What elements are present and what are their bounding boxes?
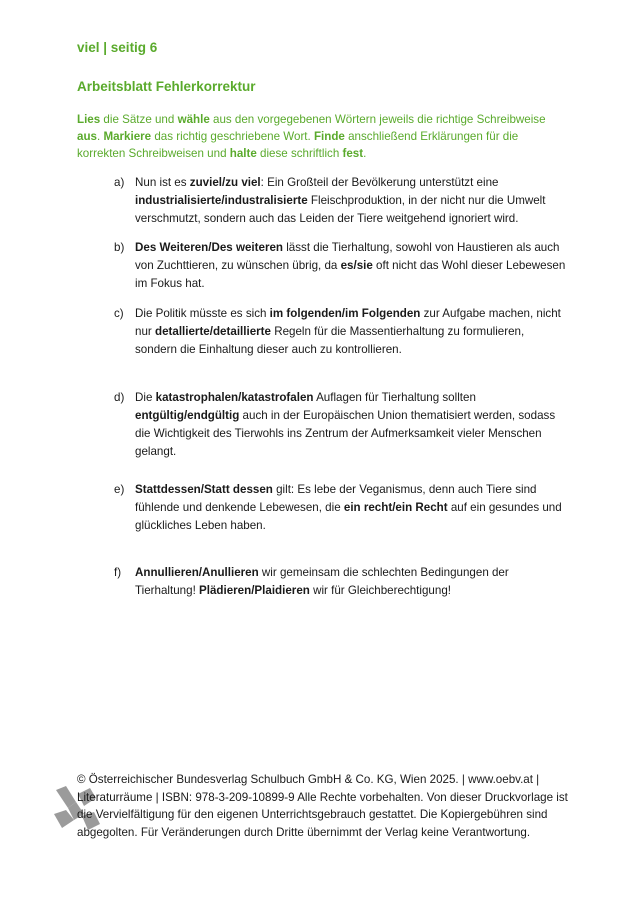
exercise-text — [135, 564, 567, 600]
exercise-letter: f) — [114, 566, 122, 579]
exercise-a — [115, 174, 567, 228]
text-segment: auf ein gesundes und glückliches Leben haben. — [135, 501, 562, 532]
word-choice: zuviel/zu viel — [189, 176, 261, 189]
text-segment: lässt die Tierhaltung, sowohl von Haustieren als auch von Zuchttieren, zu wünschen übrig, da — [135, 241, 560, 272]
word-choice: industrialisierte/industralisierte — [135, 194, 308, 207]
exercise-letter: d) — [114, 391, 125, 404]
word-choice: Stattdessen/Statt dessen — [135, 483, 273, 496]
text-segment: wir gemeinsam die schlechten Bedingungen der Tierhaltung! — [135, 566, 509, 597]
word-choice: wähle — [177, 113, 210, 126]
word-choice: Lies — [77, 113, 101, 126]
exercise-letter: a) — [114, 176, 125, 189]
word-choice: im folgenden/im Folgenden — [269, 307, 421, 320]
copyright-footer: © Österreichischer Bundesverlag Schulbuch GmbH & Co. KG, Wien 2025. | www.oebv.at | Literaturräume | ISBN: 978-3-209-10899-9 Alle Rechte vorbehalten. Von dieser Druckvorlage ist die Vervielfältigung für den eigenen Unterrichtsgebrauch gestattet. Die Kopiergebühren sind abgegolten. Für Veränderungen durch Dritte übernimmt der Verlag keine Verantwortung. — [77, 773, 568, 839]
word-choice: ein recht/ein Recht — [343, 501, 448, 514]
text-segment: Nun ist es — [135, 176, 190, 189]
exercise-letter: b) — [114, 241, 125, 254]
text-segment: gilt: Es lebe der Veganismus, denn auch Tiere sind fühlende und denkende Lebewesen, die — [135, 483, 537, 514]
exercise-letter: e) — [114, 483, 125, 496]
word-choice: Des Weiteren/Des weiteren — [135, 241, 283, 254]
exercise-e — [115, 481, 567, 535]
text-segment: diese schriftlich — [256, 147, 343, 160]
word-choice: Finde — [313, 130, 345, 143]
text-segment: . — [96, 130, 104, 143]
text-segment: die Sätze und — [100, 113, 178, 126]
word-choice: entgültig/endgültig — [135, 409, 240, 422]
text-segment: Auflagen für Tierhaltung sollten — [313, 391, 476, 404]
text-segment: das richtig geschriebene Wort. — [151, 130, 314, 143]
text-segment: . — [363, 147, 367, 160]
exercise-c — [115, 305, 567, 359]
exercise-text — [135, 389, 567, 461]
word-choice: katastrophalen/katastrofalen — [155, 391, 314, 404]
word-choice: fest — [342, 147, 364, 160]
instructions — [77, 111, 567, 162]
exercise-f — [115, 564, 567, 600]
text-segment: Die Politik müsste es sich — [135, 307, 270, 320]
word-choice: halte — [229, 147, 257, 160]
page-header: viel | seitig 6 — [77, 40, 158, 55]
exercise-text — [135, 305, 567, 359]
word-choice: Plädieren/Plaidieren — [199, 584, 310, 597]
text-segment: anschließend Erklärungen für die korrekten Schreibweisen und — [77, 130, 519, 160]
exercise-b — [115, 239, 567, 293]
word-choice: aus — [77, 130, 97, 143]
exercise-text — [135, 481, 567, 535]
exercise-text — [135, 174, 567, 228]
exercise-letter: c) — [114, 307, 124, 320]
word-choice: Annullieren/Anullieren — [135, 566, 259, 579]
exercise-text — [135, 239, 567, 293]
text-segment: aus den vorgegebenen Wörtern jeweils die richtige Schreibweise — [209, 113, 546, 126]
text-segment: auch in der Europäischen Union thematisiert werden, sodass die Wichtigkeit des Tierwohls ins Zentrum der Aufmerksamkeit vieler Menschen gelangt. — [135, 409, 556, 458]
text-segment: Regeln für die Massentierhaltung zu formulieren, sondern die Einhaltung dieser auch zu kontrollieren. — [135, 325, 525, 356]
exercise-d — [115, 389, 567, 461]
worksheet-title: Arbeitsblatt Fehlerkorrektur — [77, 79, 256, 94]
text-segment: zur Aufgabe machen, nicht nur — [135, 307, 561, 338]
word-choice: es/sie — [340, 259, 373, 272]
text-segment: Die — [135, 391, 156, 404]
text-segment: oft nicht das Wohl dieser Lebewesen im Fokus hat. — [135, 259, 566, 290]
text-segment: Fleischproduktion, in der nicht nur die Umwelt verschmutzt, sondern auch das Leiden der Tiere weitgehend ignoriert wird. — [135, 194, 546, 225]
word-choice: Markiere — [103, 130, 152, 143]
text-segment: wir für Gleichberechtigung! — [309, 584, 451, 597]
text-segment: : Ein Großteil der Bevölkerung unterstützt eine — [260, 176, 499, 189]
word-choice: detallierte/detaillierte — [154, 325, 271, 338]
